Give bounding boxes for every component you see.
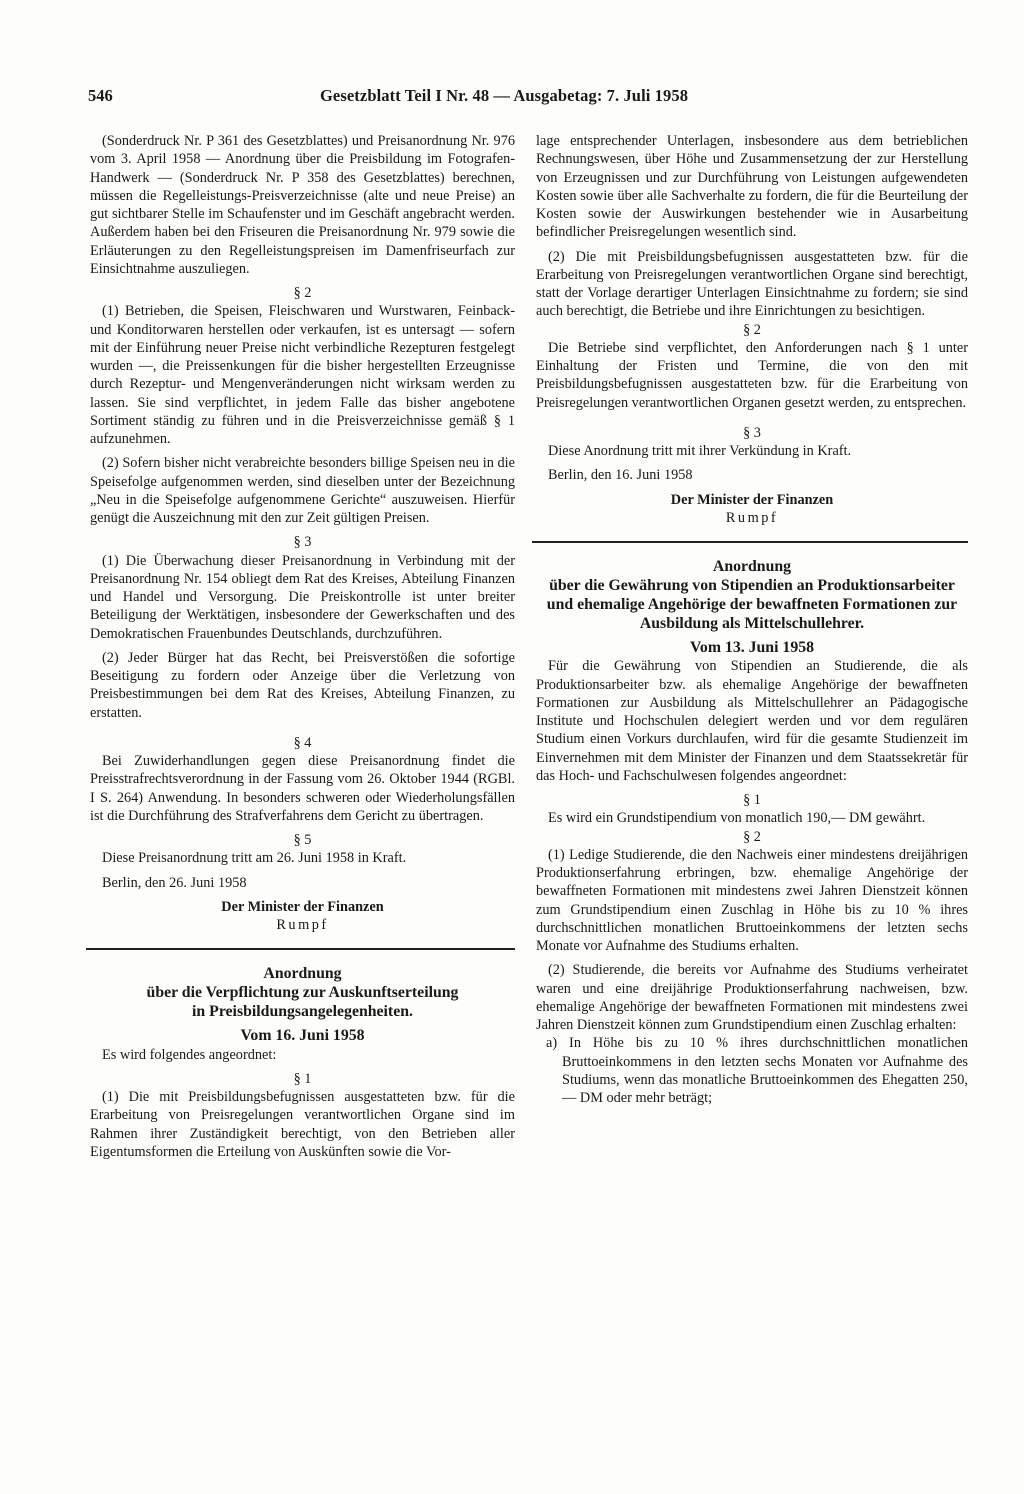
paragraph: (2) Sofern bisher nicht verabreichte besonders billige Speisen neu in die Speisefolge aufgenommen werden, sind dieselben unter der Bezeichnung „Neu in die Speisefolge aufgenommene Gerichte“ auszuweisen. Hierfür genügt die Auszeichnung mit den zur Zeit gültigen Preisen. <box>90 455 515 526</box>
section-heading: § 3 <box>293 534 312 551</box>
paragraph: (1) Die mit Preisbildungsbefugnissen ausgestatteten bzw. für die Erarbeitung von Preisregelungen verantwortlichen Organe sind im Rahmen ihrer Zuständigkeit berechtigt, von den Betrieben aller Eigentumsformen die Erteilung von Auskünften sowie die Vor- <box>90 1089 515 1160</box>
section-heading: § 4 <box>293 734 312 751</box>
paragraph: (1) Betrieben, die Speisen, Fleischwaren und Wurstwaren, Feinback- und Konditorwaren herstellen oder verkaufen, ist es untersagt — sofern mit der Einführung neuer Preise nicht verbindliche Rezepturen festgelegt wurden —, die Preissenkungen für die bisher hergestellten Erzeugnisse durch Rezeptur- und Mengenveränderungen nicht wirksam werden zu lassen. Sie sind verpflichtet, in jedem Falle das bisher angebotene Sortiment ständig zu führen und in die Preisverzeichnisse gemäß § 1 aufzunehmen. <box>90 303 515 447</box>
section-heading: § 2 <box>293 285 312 301</box>
paragraph: Es wird ein Grundstipendium von monatlich 190,— DM gewährt. <box>548 810 926 827</box>
section-heading: § 2 <box>743 321 761 338</box>
signer-title: Der Minister der Finanzen <box>670 491 834 508</box>
paragraph: (Sonderdruck Nr. P 361 des Gesetzblattes) und Preisanordnung Nr. 976 vom 3. April 1958 — Anordnung über die Preisbildung im Fotografen-Handwerk — (Sonderdruck Nr. P 358 des Gesetzblattes) berechnen, müssen die Regelleistungs-Preisverzeichnisse (alte und neue Preise) an gut sichtbarer Stelle im Schaufenster und im Geschäft angebracht werden. Außerdem haben bei den Friseuren die Preisanordnung Nr. 979 sowie die Erläuterungen zu den Regelleistungspreisen im Damenfriseurfach zur Einsichtnahme auszuliegen. <box>90 133 515 277</box>
paragraph: Es wird folgendes angeordnet: <box>102 1046 277 1063</box>
decree-title-line: über die Verpflichtung zur Auskunftserteilung <box>146 984 459 1002</box>
paragraph: Bei Zuwiderhandlungen gegen diese Preisanordnung findet die Preisstrafrechtsverordnung in der Fassung vom 26. Oktober 1944 (RGBl. I S. 264) Anwendung. In besonders schweren oder Wiederholungsfällen ist die Durchführung des Strafverfahrens dem Gericht zu übertragen. <box>90 753 515 824</box>
signer-name: Rumpf <box>276 917 329 933</box>
place-date: Berlin, den 16. Juni 1958 <box>548 467 693 484</box>
section-divider <box>532 541 968 543</box>
page-header <box>88 86 984 112</box>
section-heading: § 3 <box>743 424 761 441</box>
decree-title-line: in Preisbildungsangelegenheiten. <box>192 1003 413 1021</box>
running-head: Gesetzblatt Teil I Nr. 48 — Ausgabetag: 7. Juli 1958 <box>320 86 689 105</box>
decree-date: Vom 13. Juni 1958 <box>689 639 815 656</box>
paragraph: (2) Die mit Preisbildungsbefugnissen ausgestatteten bzw. für die Erarbeitung von Preisregelungen verantwortlichen Organe sind berechtigt, statt der Vorlage derartiger Unterlagen Einsichtnahme zu fordern; sie sind auch berechtigt, die Betriebe und ihre Einrichtungen zu besichtigen. <box>536 248 968 320</box>
place-date: Berlin, den 26. Juni 1958 <box>102 874 247 891</box>
section-heading: § 1 <box>743 792 761 808</box>
paragraph: (2) Studierende, die bereits vor Aufnahme des Studiums verheiratet waren und eine dreijährige Produktionserfahrung nachweisen, bzw. ehemalige Angehörige der bewaffneten Formationen mit mindestens zwei Jahren Dienstzeit können zum Grundstipendium einen Zuschlag erhalten: <box>536 962 968 1033</box>
paragraph: (2) Jeder Bürger hat das Recht, bei Preisverstößen die sofortige Beseitigung zu fordern oder Anzeige über die Verletzung von Preisbestimmungen bei dem Rat des Kreises, Abteilung Finanzen, zu erstatten. <box>90 649 515 721</box>
signer-name: Rumpf <box>725 509 779 526</box>
paragraph: Für die Gewährung von Stipendien an Studierende, die als Produktionsarbeiter bzw. als ehemalige Angehörige der bewaffneten Formationen zur Ausbildung als Mittelschullehrer an Pädagogische Institute und Hochschulen delegiert werden und vor dem regulären Studium einen Vorkurs durchlaufen, wird für die gesamte Studienzeit im Einvernehmen mit dem Minister der Finanzen und dem Staatssekretär für das Hoch- und Fachschulwesen folgendes angeordnet: <box>536 658 968 784</box>
decree-title-line: über die Gewährung von Stipendien an Produktionsarbeiter und ehemalige Angehörige der bewaffneten Formationen zur Ausbildung als Mittelschullehrer. <box>546 577 958 632</box>
paragraph: Die Betriebe sind verpflichtet, den Anforderungen nach § 1 unter Einhaltung der Fristen und Termine, die von den mit Preisbildungsbefugnissen ausgestatteten bzw. für die Erarbeitung von Preisregelungen verantwortlichen Organen gesetzt werden, zu entsprechen. <box>536 339 968 411</box>
signer-title: Der Minister der Finanzen <box>221 898 384 915</box>
section-heading: § 2 <box>743 828 761 845</box>
section-heading: § 5 <box>293 832 312 848</box>
paragraph: lage entsprechender Unterlagen, insbesondere aus dem betrieblichen Rechnungswesen, über Höhe und Zusammensetzung der zur Herstellung von Erzeugnissen und zur Durchführung von Leistungen aufgewendeten Kosten sowie über alle Sachverhalte zu fordern, die für die Beurteilung der Kosten sowie der Auswirkungen bestehender wie in Ausarbeitung befindlicher Preisregelungen wesentlich sind. <box>536 133 968 241</box>
list-item: a) In Höhe bis zu 10 % ihres durchschnittlichen monatlichen Bruttoeinkommens in den letzten sechs Monaten vor Aufnahme des Studiums, wenn das monatliche Bruttoeinkommen des Ehegatten 250,— DM oder mehr beträgt; <box>546 1035 968 1106</box>
paragraph: (1) Die Überwachung dieser Preisanordnung in Verbindung mit der Preisanordnung Nr. 154 obliegt dem Rat des Kreises, Abteilung Finanzen und Handel und Versorgung. Die Preiskontrolle ist unter breiter Beteiligung der Werktätigen, insbesondere der Gewerkschaften und des Demokratischen Frauenbundes Deutschlands, durchzuführen. <box>90 552 515 642</box>
right-column <box>536 132 968 1107</box>
left-column <box>90 132 515 1161</box>
section-heading: § 1 <box>293 1070 312 1087</box>
paragraph: (1) Ledige Studierende, die den Nachweis einer mindestens dreijährigen Produktionserfahrung erbringen, bzw. ehemalige Angehörige der bewaffneten Formationen mit mindestens zwei Jahren Dienstzeit können zum Grundstipendium einen Zuschlag in Höhe bis zu 10 % ihres durchschnittlichen monatlichen Bruttoeinkommens der letzten sechs Monate vor Aufnahme des Studiums erhalten. <box>536 846 968 954</box>
paragraph: Diese Preisanordnung tritt am 26. Juni 1958 in Kraft. <box>102 850 407 867</box>
decree-title: Anordnung <box>263 965 342 983</box>
section-divider <box>86 948 515 950</box>
decree-title: Anordnung <box>712 558 792 575</box>
page-number: 546 <box>88 86 113 105</box>
paragraph: Diese Anordnung tritt mit ihrer Verkündung in Kraft. <box>548 443 852 459</box>
decree-date: Vom 16. Juni 1958 <box>240 1027 365 1045</box>
